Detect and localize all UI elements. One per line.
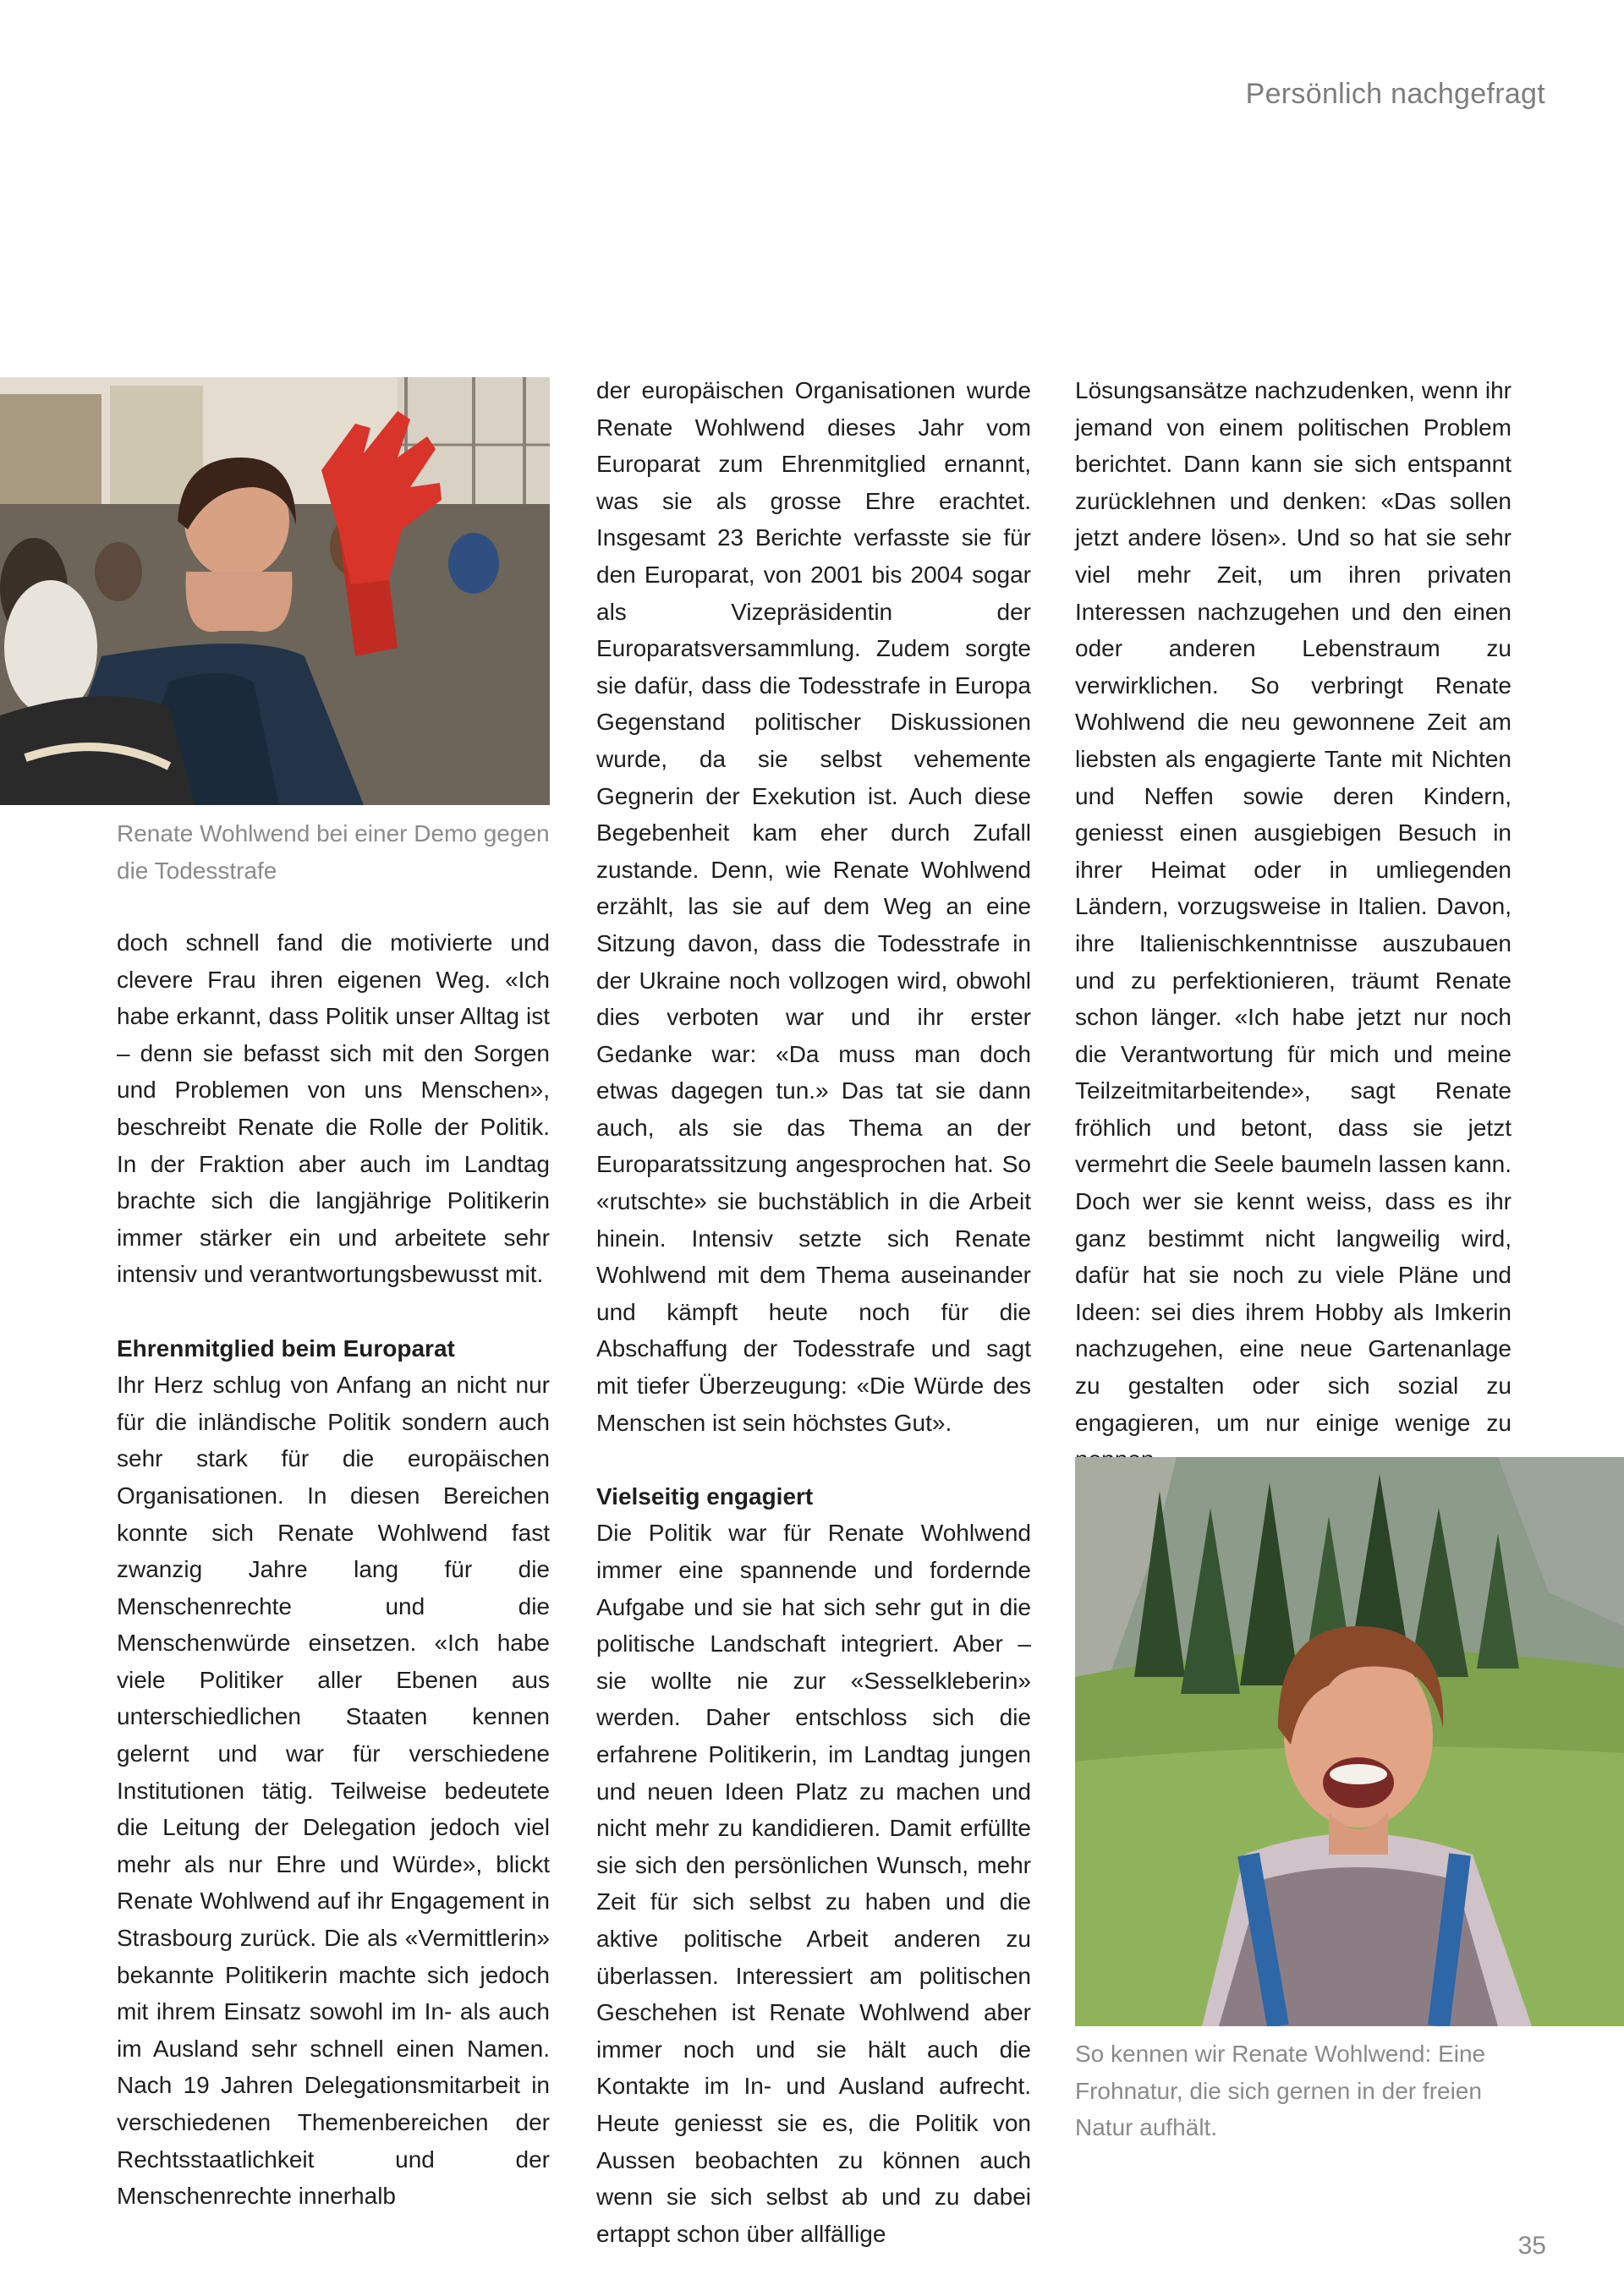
paragraph: Ihr Herz schlug von Anfang an nicht nur für die inländische Politik sondern auch sehr stark für die europäischen Organisationen. In diesen Bereichen konnte sich Renate Wohlwend fast zwanzig Jahre lang für die Menschenrechte und die Menschenwürde einsetzen. «Ich habe viele Politiker aller Ebenen aus unterschiedlichen Staaten kennen gelernt und war für verschiedene Institutionen tätig. Teilweise bedeutete die Leitung der Delegation jedoch viel mehr als nur Ehre und Würde», blickt Renate Wohlwend auf ihr Engagement in Strasbourg zurück. Die als «Vermittlerin» bekannte Politikerin machte sich jedoch mit ihrem Einsatz sowohl im In- als auch im Ausland sehr schnell einen Namen. Nach 19 Jahren Delegationsmitarbeit in verschiedenen Themenbereichen der Rechtsstaatlichkeit und der Menschenrechte innerhalb	[117, 1372, 550, 2210]
paragraph: doch schnell fand die motivierte und clevere Frau ihren eigenen Weg. «Ich habe erkannt, dass Politik unser Alltag ist – denn sie befasst sich mit den Sorgen und Problemen von uns Menschen», beschreibt Renate die Rolle der Politik. In der Fraktion aber auch im Landtag brachte sich die langjährige Politikerin immer stärker ein und arbeitete sehr intensiv und verantwortungsbewusst mit.	[117, 929, 550, 1288]
nature-photo-caption: So kennen wir Renate Wohlwend: Eine Frohnatur, die sich gernen in der freien Natur aufhält.	[1075, 2041, 1486, 2141]
page-number: 35	[1517, 2232, 1546, 2260]
paragraph: Die Politik war für Renate Wohlwend immer eine spannende und fordernde Aufgabe und sie hat sich sehr gut in die politische Landschaft integriert. Aber – sie wollte nie zur «Sesselkleberin» werden. Daher entschloss sich die erfahrene Politikerin, im Landtag jungen und neuen Ideen Platz zu machen und nicht mehr zu kandidieren. Damit erfüllte sie sich den persönlichen Wunsch, mehr Zeit für sich selbst zu haben und die aktive politische Arbeit anderen zu überlassen. Interessiert am politischen Geschehen ist Renate Wohlwend aber immer noch und sie hält auch die Kontakte im In- und Ausland aufrecht. Heute geniesst sie es, die Politik von Aussen beobachten zu können auch wenn sie sich selbst ab und zu dabei ertappt schon über allfällige	[596, 1520, 1031, 2247]
demo-photo-caption: Renate Wohlwend bei einer Demo gegen die Todesstrafe	[117, 820, 550, 884]
running-header: Persönlich nachgefragt	[1245, 78, 1545, 110]
article-column-2	[596, 372, 1031, 2252]
nature-photo	[1075, 1457, 1624, 2026]
paragraph: Lösungsansätze nachzudenken, wenn ihr jemand von einem politischen Problem berichtet. Dann kann sie sich entspannt zurücklehnen und denken: «Das sollen jetzt andere lösen». Und so hat sie sehr viel mehr Zeit, um ihren privaten Interessen nachzugehen und den einen oder anderen Lebenstraum zu verwirklichen. So verbringt Renate Wohlwend die neu gewonnene Zeit am liebsten als engagierte Tante mit Nichten und Neffen sowie deren Kindern, geniesst einen ausgiebigen Besuch in ihrer Heimat oder in umliegenden Ländern, vorzugsweise in Italien. Davon, ihre Italienischkenntnisse auszubauen und zu perfektionieren, träumt Renate schon länger. «Ich habe jetzt nur noch die Verantwortung für mich und meine Teilzeitmitarbeitende», sagt Renate fröhlich und betont, dass sie jetzt vermehrt die Seele baumeln lassen kann. Doch wer sie kennt weiss, dass es ihr ganz bestimmt nicht langweilig wird, dafür hat sie noch zu viele Pläne und Ideen: sei dies ihrem Hobby als Imkerin nachzugehen, eine neue Gartenanlage zu gestalten oder sich sozial zu engagieren, um nur einige wenige zu	[1075, 377, 1512, 1436]
paragraph: der europäischen Organisationen wurde Renate Wohlwend dieses Jahr vom Europarat zum Ehrenmitglied ernannt, was sie als grosse Ehre erachtet. Insgesamt 23 Berichte verfasste sie für den Europarat, von 2001 bis 2004 sogar als Vizepräsidentin der Europaratsversammlung. Zudem sorgte sie dafür, dass die Todesstrafe in Europa Gegenstand politischer Diskussionen wurde, da sie selbst vehemente Gegnerin der Exekution ist. Auch diese Begebenheit kam eher durch Zufall zustande. Denn, wie Renate Wohlwend erzählt, las sie auf dem Weg an eine Sitzung davon, dass die Todesstrafe in der Ukraine noch vollzogen wird, obwohl dies verboten war und ihr erster Gedanke war: «Da muss man doch etwas dagegen tun.» Das tat sie dann auch, als sie das Thema an der Europaratssitzung angesprochen hat. So «rutschte» sie buchstäblich in die Arbeit hinein. Intensiv setzte sich Renate Wohlwend mit dem Thema auseinander und kämpft heute noch für die Abschaffung der Todesstrafe und sagt mit tiefer Überzeugung: «Die Würde des Menschen ist sein höchstes Gut».	[596, 377, 1031, 1436]
section-heading: Vielseitig engagiert	[596, 1482, 814, 1510]
section-heading: Ehrenmitglied beim Europarat	[117, 1334, 455, 1362]
article-column-3	[1075, 372, 1512, 1478]
demo-photo	[0, 377, 550, 805]
article-column-1	[117, 924, 550, 2215]
